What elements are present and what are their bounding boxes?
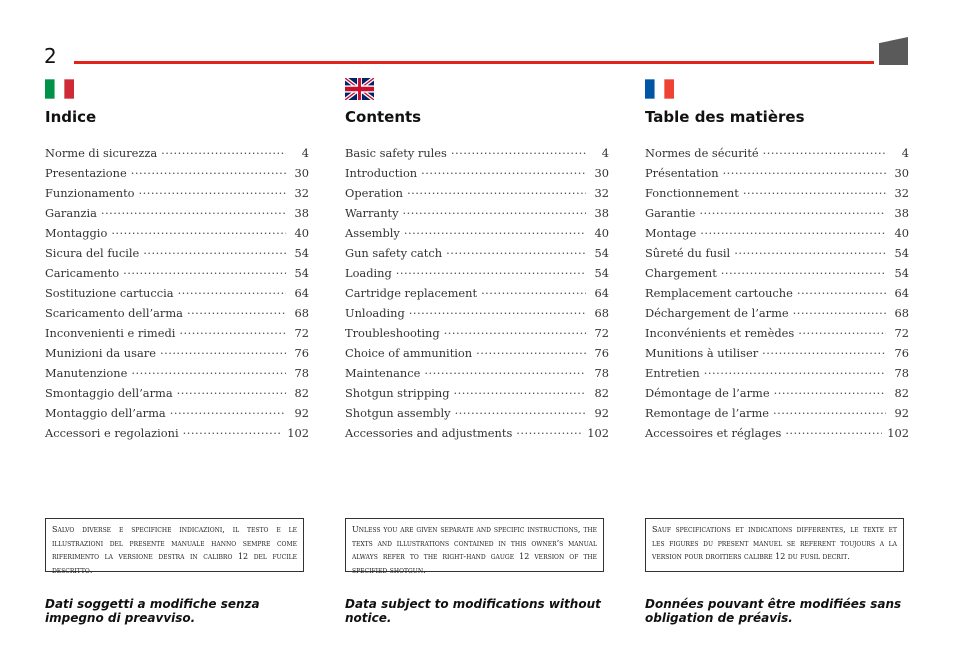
- toc-entry-page: 40: [594, 226, 609, 241]
- toc-entry-label: Munizioni da usare: [45, 345, 156, 360]
- toc-column-french: [645, 78, 909, 445]
- toc-entry-page: 4: [901, 146, 909, 161]
- toc-entry-label: Présentation: [645, 166, 719, 181]
- toc-entry: [45, 266, 309, 286]
- toc-entry-page: 64: [894, 285, 909, 300]
- toc-dot-leader: [723, 166, 886, 177]
- toc-entry-label: Loading: [345, 266, 392, 281]
- toc-entry: [645, 246, 909, 266]
- toc-dot-leader: [160, 345, 286, 356]
- toc-entry: [645, 306, 909, 326]
- toc-dot-leader: [101, 206, 286, 217]
- toc-entry-label: Troubleshooting: [345, 325, 440, 340]
- toc-entry-page: 30: [294, 166, 309, 181]
- toc-dot-leader: [177, 385, 286, 396]
- toc-entry-page: 30: [594, 166, 609, 181]
- toc-entry-label: Remplacement cartouche: [645, 285, 793, 300]
- toc-entry-label: Chargement: [645, 266, 717, 281]
- toc-dot-leader: [476, 345, 586, 356]
- toc-entry: [45, 226, 309, 246]
- toc-entry-page: 92: [594, 405, 609, 420]
- toc-entry: [345, 166, 609, 186]
- toc-dot-leader: [481, 286, 586, 297]
- toc-entry-page: 76: [894, 345, 909, 360]
- toc-dot-leader: [704, 365, 886, 376]
- toc-entry-page: 38: [294, 206, 309, 221]
- toc-entry-label: Scaricamento dell’arma: [45, 305, 183, 320]
- toc-entry-page: 54: [894, 266, 909, 281]
- toc-entry-label: Cartridge replacement: [345, 285, 478, 300]
- notice-box-french: Sauf specifications et indications differentes, le texte et les figures du present manuel se referent toujours a la version pour droitiers calibre 12 du fusil decrit.: [645, 518, 904, 572]
- toc-dot-leader: [111, 226, 286, 237]
- toc-entry: [645, 385, 909, 405]
- toc-dot-leader: [516, 425, 582, 436]
- toc-dot-leader: [734, 246, 886, 257]
- toc-entry-label: Inconvénients et remèdes: [645, 325, 795, 340]
- toc-dot-leader: [762, 345, 886, 356]
- toc-entry-label: Remontage de l’arme: [645, 405, 770, 420]
- toc-dot-leader: [451, 146, 586, 157]
- toc-column-english: [345, 78, 609, 445]
- toc-entry: [645, 146, 909, 166]
- toc-entry-page: 82: [294, 385, 309, 400]
- toc-entry-label: Smontaggio dell’arma: [45, 385, 173, 400]
- toc-entry: [345, 325, 609, 345]
- toc-dot-leader: [444, 325, 586, 336]
- corner-tab: [879, 37, 908, 65]
- toc-entry-page: 78: [594, 365, 609, 380]
- toc-dot-leader: [409, 306, 586, 317]
- toc-entry: [45, 345, 309, 365]
- toc-entry-label: Funzionamento: [45, 186, 135, 201]
- toc-entry-label: Garantie: [645, 206, 696, 221]
- toc-entry-label: Assembly: [345, 226, 400, 241]
- toc-entry-page: 54: [594, 246, 609, 261]
- toc-entry-page: 30: [894, 166, 909, 181]
- toc-dot-leader: [743, 186, 886, 197]
- toc-entry-label: Montaggio: [45, 226, 108, 241]
- toc-entry: [645, 186, 909, 206]
- toc-entry: [645, 345, 909, 365]
- toc-entry-label: Shotgun stripping: [345, 385, 450, 400]
- toc-entry-page: 54: [594, 266, 609, 281]
- disclaimer-french: Données pouvant être modifiées sans obligation de préavis.: [645, 597, 902, 625]
- toc-entry-label: Caricamento: [45, 266, 120, 281]
- toc-entry-label: Normes de sécurité: [645, 146, 759, 161]
- toc-list: [645, 146, 909, 445]
- toc-entry-page: 38: [894, 206, 909, 221]
- toc-entry: [645, 166, 909, 186]
- toc-dot-leader: [773, 405, 886, 416]
- toc-dot-leader: [123, 266, 286, 277]
- toc-dot-leader: [407, 186, 586, 197]
- toc-heading: Table des matières: [645, 108, 805, 126]
- toc-entry-label: Unloading: [345, 305, 405, 320]
- uk-flag-icon: [345, 78, 374, 100]
- toc-entry: [45, 146, 309, 166]
- toc-entry-page: 82: [594, 385, 609, 400]
- toc-entry: [345, 306, 609, 326]
- toc-entry: [645, 286, 909, 306]
- toc-heading: Contents: [345, 108, 422, 126]
- notice-box-italian: Salvo diverse e specifiche indicazioni, il testo e le illustrazioni del presente manuale hanno sempre come riferimento la versione destra in calibro 12 del fucile descritto.: [45, 518, 304, 572]
- toc-dot-leader: [763, 146, 886, 157]
- disclaimer-english: Data subject to modifications without notice.: [345, 597, 601, 625]
- toc-dot-leader: [139, 186, 286, 197]
- toc-entry-page: 76: [594, 345, 609, 360]
- toc-entry-label: Déchargement de l’arme: [645, 305, 789, 320]
- toc-dot-leader: [131, 166, 286, 177]
- toc-entry: [45, 385, 309, 405]
- toc-entry-page: 32: [894, 186, 909, 201]
- toc-entry-page: 54: [294, 266, 309, 281]
- toc-entry-label: Montaggio dell’arma: [45, 405, 166, 420]
- toc-dot-leader: [143, 246, 286, 257]
- toc-entry-label: Sûreté du fusil: [645, 246, 731, 261]
- toc-entry: [345, 385, 609, 405]
- toc-entry: [45, 405, 309, 425]
- toc-dot-leader: [179, 325, 286, 336]
- toc-entry: [345, 226, 609, 246]
- toc-entry: [45, 365, 309, 385]
- toc-entry-label: Introduction: [345, 166, 418, 181]
- toc-entry-page: 4: [301, 146, 309, 161]
- toc-entry-label: Shotgun assembly: [345, 405, 451, 420]
- toc-entry-page: 38: [594, 206, 609, 221]
- toc-entry: [45, 246, 309, 266]
- toc-entry-page: 102: [587, 425, 609, 440]
- toc-entry-page: 64: [594, 285, 609, 300]
- toc-entry-label: Fonctionnement: [645, 186, 739, 201]
- toc-entry-page: 32: [594, 186, 609, 201]
- toc-entry: [645, 405, 909, 425]
- toc-entry-label: Manutenzione: [45, 365, 128, 380]
- toc-entry: [345, 425, 609, 445]
- toc-entry-label: Presentazione: [45, 166, 127, 181]
- toc-entry-page: 92: [894, 405, 909, 420]
- toc-entry: [45, 286, 309, 306]
- toc-dot-leader: [178, 286, 286, 297]
- toc-entry-page: 102: [887, 425, 909, 440]
- header-rule: [74, 61, 874, 64]
- toc-entry-page: 54: [894, 246, 909, 261]
- toc-dot-leader: [404, 226, 586, 237]
- toc-entry: [345, 365, 609, 385]
- toc-entry-label: Entretien: [645, 365, 700, 380]
- toc-dot-leader: [131, 365, 286, 376]
- toc-entry-page: 32: [294, 186, 309, 201]
- toc-entry: [45, 425, 309, 445]
- toc-entry-page: 54: [294, 246, 309, 261]
- toc-dot-leader: [797, 286, 886, 297]
- toc-entry-page: 72: [294, 325, 309, 340]
- toc-entry-page: 76: [294, 345, 309, 360]
- toc-dot-leader: [170, 405, 286, 416]
- toc-heading: Indice: [45, 108, 97, 126]
- toc-entry: [345, 345, 609, 365]
- toc-list: [45, 146, 309, 445]
- toc-entry-label: Accessories and adjustments: [345, 425, 513, 440]
- toc-entry-page: 4: [601, 146, 609, 161]
- toc-dot-leader: [721, 266, 886, 277]
- toc-entry: [345, 286, 609, 306]
- notice-box-english: Unless you are given separate and specific instructions, the texts and illustrations contained in this owner’s manual always refer to the right-hand gauge 12 version of the specified shotgun.: [345, 518, 604, 572]
- toc-entry-label: Choice of ammunition: [345, 345, 473, 360]
- toc-entry: [345, 146, 609, 166]
- toc-entry-label: Sostituzione cartuccia: [45, 285, 174, 300]
- toc-entry-page: 40: [294, 226, 309, 241]
- toc-entry-page: 78: [294, 365, 309, 380]
- toc-entry: [45, 206, 309, 226]
- toc-entry: [45, 325, 309, 345]
- toc-entry: [645, 266, 909, 286]
- toc-dot-leader: [774, 385, 886, 396]
- toc-entry: [345, 206, 609, 226]
- toc-dot-leader: [798, 325, 886, 336]
- toc-dot-leader: [421, 166, 586, 177]
- toc-entry-page: 82: [894, 385, 909, 400]
- toc-entry: [345, 186, 609, 206]
- toc-entry-label: Operation: [345, 186, 404, 201]
- toc-entry-page: 68: [594, 305, 609, 320]
- toc-entry-label: Maintenance: [345, 365, 421, 380]
- toc-entry-page: 102: [287, 425, 309, 440]
- toc-entry: [645, 365, 909, 385]
- toc-entry-label: Montage: [645, 226, 697, 241]
- toc-entry-page: 68: [894, 305, 909, 320]
- toc-dot-leader: [699, 206, 886, 217]
- toc-entry-label: Norme di sicurezza: [45, 146, 158, 161]
- toc-dot-leader: [396, 266, 586, 277]
- toc-entry-label: Démontage de l’arme: [645, 385, 770, 400]
- toc-dot-leader: [454, 385, 586, 396]
- toc-entry: [345, 266, 609, 286]
- toc-entry: [645, 425, 909, 445]
- toc-entry: [45, 306, 309, 326]
- toc-entry-label: Accessoires et réglages: [645, 425, 782, 440]
- toc-entry: [645, 226, 909, 246]
- toc-dot-leader: [446, 246, 586, 257]
- toc-dot-leader: [455, 405, 586, 416]
- toc-dot-leader: [785, 425, 882, 436]
- toc-entry: [345, 405, 609, 425]
- toc-entry-page: 78: [894, 365, 909, 380]
- toc-dot-leader: [161, 146, 286, 157]
- page-number: 2: [44, 44, 57, 68]
- toc-dot-leader: [187, 306, 286, 317]
- toc-list: [345, 146, 609, 445]
- disclaimer-italian: Dati soggetti a modifiche senza impegno di preavviso.: [45, 597, 260, 625]
- toc-entry: [345, 246, 609, 266]
- toc-entry-label: Accessori e regolazioni: [45, 425, 179, 440]
- toc-entry-label: Garanzia: [45, 206, 97, 221]
- toc-entry: [645, 325, 909, 345]
- toc-entry: [45, 166, 309, 186]
- italy-flag-icon: [45, 78, 74, 100]
- toc-entry-label: Inconvenienti e rimedi: [45, 325, 176, 340]
- toc-dot-leader: [700, 226, 886, 237]
- toc-column-italian: [45, 78, 309, 445]
- toc-entry: [645, 206, 909, 226]
- toc-entry-page: 68: [294, 305, 309, 320]
- toc-dot-leader: [424, 365, 586, 376]
- toc-dot-leader: [793, 306, 886, 317]
- toc-entry-page: 72: [894, 325, 909, 340]
- toc-dot-leader: [183, 425, 283, 436]
- toc-entry-page: 64: [294, 285, 309, 300]
- france-flag-icon: [645, 78, 674, 100]
- toc-entry-page: 40: [894, 226, 909, 241]
- toc-entry-label: Sicura del fucile: [45, 246, 140, 261]
- toc-entry-label: Gun safety catch: [345, 246, 443, 261]
- toc-entry-label: Warranty: [345, 206, 399, 221]
- toc-entry-label: Munitions à utiliser: [645, 345, 759, 360]
- toc-entry-page: 92: [294, 405, 309, 420]
- toc-entry-label: Basic safety rules: [345, 146, 447, 161]
- toc-entry: [45, 186, 309, 206]
- toc-dot-leader: [403, 206, 586, 217]
- toc-entry-page: 72: [594, 325, 609, 340]
